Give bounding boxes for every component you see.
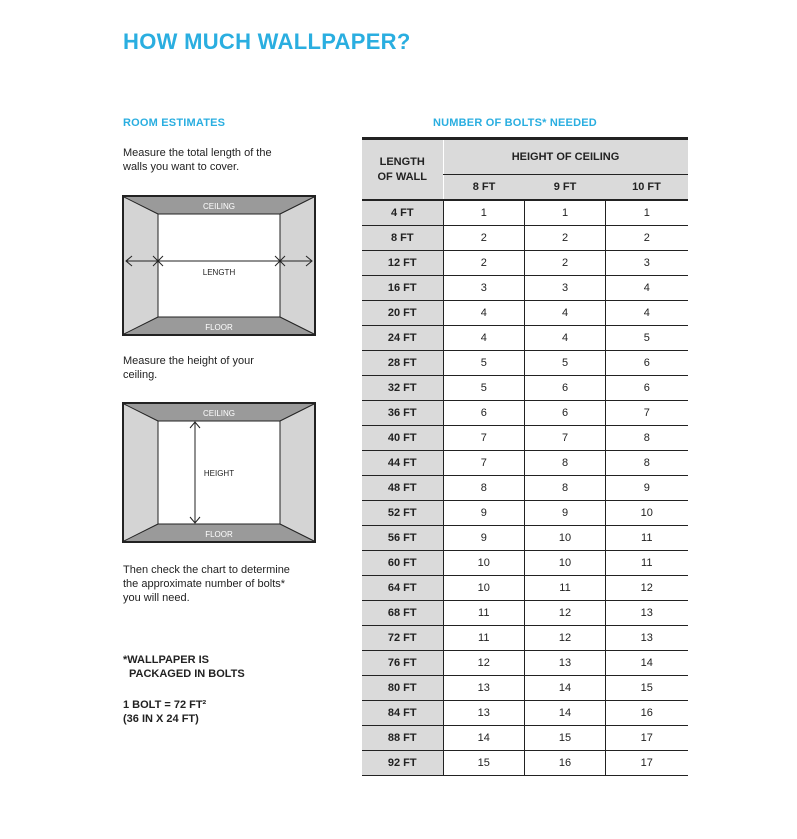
length-label: LENGTH — [202, 268, 236, 277]
wall-length-cell: 28 FT — [362, 351, 443, 376]
bolts-8ft-cell: 3 — [443, 276, 525, 301]
bolts-8ft-cell: 7 — [443, 426, 525, 451]
table-row — [362, 376, 688, 401]
bolts-10ft-cell: 4 — [606, 301, 688, 326]
wall-length-cell: 36 FT — [362, 401, 443, 426]
bolt-size-line-1: 1 BOLT = 72 FT² — [123, 699, 207, 711]
wall-length-cell: 12 FT — [362, 251, 443, 276]
table-row — [362, 576, 688, 601]
bolts-8ft-cell: 15 — [443, 751, 525, 776]
floor-label: FLOOR — [205, 323, 233, 332]
wall-length-cell: 32 FT — [362, 376, 443, 401]
table-row — [362, 451, 688, 476]
bolts-8ft-cell: 5 — [443, 376, 525, 401]
wall-length-cell: 52 FT — [362, 501, 443, 526]
bolts-9ft-cell: 4 — [525, 326, 606, 351]
bolts-10ft-cell: 12 — [606, 576, 688, 601]
bolts-8ft-cell: 6 — [443, 401, 525, 426]
table-row — [362, 726, 688, 751]
table-row — [362, 551, 688, 576]
bolts-8ft-cell: 13 — [443, 676, 525, 701]
wall-length-cell: 56 FT — [362, 526, 443, 551]
bolts-8ft-cell: 9 — [443, 501, 525, 526]
height-10ft-header: 10 FT — [606, 175, 688, 201]
wall-length-cell: 84 FT — [362, 701, 443, 726]
height-diagram — [122, 402, 316, 543]
page-title: HOW MUCH WALLPAPER? — [123, 29, 411, 54]
table-row — [362, 651, 688, 676]
table-row — [362, 501, 688, 526]
bolts-10ft-cell: 3 — [606, 251, 688, 276]
bolts-10ft-cell: 6 — [606, 351, 688, 376]
length-instruction: Measure the total length of the walls you want to cover. — [123, 147, 272, 173]
bolts-8ft-cell: 11 — [443, 626, 525, 651]
bolts-heading: NUMBER OF BOLTS* NEEDED — [433, 117, 597, 129]
bolts-8ft-cell: 13 — [443, 701, 525, 726]
height-label: HEIGHT — [203, 469, 235, 478]
bolts-9ft-cell: 5 — [525, 351, 606, 376]
chart-instruction: Then check the chart to determine the approximate number of bolts* you will need. — [123, 564, 290, 604]
wall-length-cell: 68 FT — [362, 601, 443, 626]
bolt-note-line-1: *WALLPAPER IS — [123, 654, 209, 666]
bolt-note-line-2: PACKAGED IN BOLTS — [129, 668, 245, 680]
bolts-9ft-cell: 8 — [525, 451, 606, 476]
table-row — [362, 276, 688, 301]
table-row — [362, 601, 688, 626]
height-8ft-header: 8 FT — [443, 175, 525, 201]
height-instruction: Measure the height of your ceiling. — [123, 355, 254, 381]
bolts-9ft-cell: 6 — [525, 376, 606, 401]
bolts-8ft-cell: 4 — [443, 301, 525, 326]
table-row — [362, 351, 688, 376]
table-row — [362, 626, 688, 651]
wall-length-cell: 80 FT — [362, 676, 443, 701]
bolts-9ft-cell: 1 — [525, 200, 606, 226]
bolts-10ft-cell: 13 — [606, 601, 688, 626]
bolts-8ft-cell: 1 — [443, 200, 525, 226]
bolts-8ft-cell: 9 — [443, 526, 525, 551]
wall-length-cell: 76 FT — [362, 651, 443, 676]
bolts-9ft-cell: 9 — [525, 501, 606, 526]
bolts-10ft-cell: 16 — [606, 701, 688, 726]
wall-length-cell: 8 FT — [362, 226, 443, 251]
bolts-table — [362, 137, 688, 776]
wall-length-cell: 4 FT — [362, 200, 443, 226]
bolt-size-line-2: (36 IN X 24 FT) — [123, 713, 199, 725]
bolts-9ft-cell: 14 — [525, 676, 606, 701]
table-row — [362, 701, 688, 726]
bolts-9ft-cell: 13 — [525, 651, 606, 676]
bolts-10ft-cell: 11 — [606, 526, 688, 551]
ceiling-label: CEILING — [202, 409, 236, 418]
height-9ft-header: 9 FT — [525, 175, 606, 201]
bolts-9ft-cell: 8 — [525, 476, 606, 501]
bolts-9ft-cell: 10 — [525, 551, 606, 576]
wall-length-cell: 92 FT — [362, 751, 443, 776]
table-row — [362, 476, 688, 501]
bolts-10ft-cell: 11 — [606, 551, 688, 576]
bolts-10ft-cell: 1 — [606, 200, 688, 226]
bolts-9ft-cell: 3 — [525, 276, 606, 301]
bolts-10ft-cell: 17 — [606, 726, 688, 751]
bolts-9ft-cell: 12 — [525, 601, 606, 626]
bolt-note — [123, 653, 245, 681]
bolts-9ft-cell: 16 — [525, 751, 606, 776]
bolts-10ft-cell: 2 — [606, 226, 688, 251]
table-row — [362, 301, 688, 326]
wall-length-cell: 20 FT — [362, 301, 443, 326]
wall-length-cell: 16 FT — [362, 276, 443, 301]
bolts-8ft-cell: 10 — [443, 551, 525, 576]
wall-length-cell: 48 FT — [362, 476, 443, 501]
bolts-9ft-cell: 4 — [525, 301, 606, 326]
bolts-10ft-cell: 9 — [606, 476, 688, 501]
bolts-10ft-cell: 5 — [606, 326, 688, 351]
bolts-8ft-cell: 2 — [443, 226, 525, 251]
bolts-8ft-cell: 4 — [443, 326, 525, 351]
table-row — [362, 226, 688, 251]
bolts-8ft-cell: 5 — [443, 351, 525, 376]
wall-length-cell: 44 FT — [362, 451, 443, 476]
table-row — [362, 426, 688, 451]
bolts-9ft-cell: 6 — [525, 401, 606, 426]
bolts-9ft-cell: 10 — [525, 526, 606, 551]
height-column-header: HEIGHT OF CEILING — [443, 139, 688, 175]
wall-length-cell: 88 FT — [362, 726, 443, 751]
wall-length-cell: 64 FT — [362, 576, 443, 601]
wall-length-cell: 72 FT — [362, 626, 443, 651]
table-row — [362, 251, 688, 276]
bolts-8ft-cell: 11 — [443, 601, 525, 626]
table-row — [362, 751, 688, 776]
bolts-10ft-cell: 10 — [606, 501, 688, 526]
table-row — [362, 526, 688, 551]
bolts-10ft-cell: 4 — [606, 276, 688, 301]
table-row — [362, 200, 688, 226]
bolts-9ft-cell: 7 — [525, 426, 606, 451]
bolts-8ft-cell: 12 — [443, 651, 525, 676]
wall-length-cell: 24 FT — [362, 326, 443, 351]
table-row — [362, 401, 688, 426]
table-row — [362, 676, 688, 701]
wall-length-cell: 60 FT — [362, 551, 443, 576]
bolts-9ft-cell: 15 — [525, 726, 606, 751]
bolts-9ft-cell: 14 — [525, 701, 606, 726]
bolts-10ft-cell: 17 — [606, 751, 688, 776]
length-column-header — [362, 139, 443, 201]
bolts-10ft-cell: 8 — [606, 451, 688, 476]
bolts-10ft-cell: 14 — [606, 651, 688, 676]
ceiling-label: CEILING — [202, 202, 236, 211]
bolts-10ft-cell: 13 — [606, 626, 688, 651]
length-diagram — [122, 195, 316, 336]
wall-length-cell: 40 FT — [362, 426, 443, 451]
bolts-8ft-cell: 14 — [443, 726, 525, 751]
length-header-line-1: LENGTH — [379, 155, 425, 168]
bolt-size-note — [123, 698, 206, 726]
bolts-9ft-cell: 12 — [525, 626, 606, 651]
room-estimates-heading: ROOM ESTIMATES — [123, 117, 226, 129]
floor-label: FLOOR — [205, 530, 233, 539]
bolts-8ft-cell: 2 — [443, 251, 525, 276]
bolts-9ft-cell: 2 — [525, 226, 606, 251]
bolts-table-body — [362, 200, 688, 776]
length-header-line-2: OF WALL — [377, 170, 427, 183]
bolts-8ft-cell: 10 — [443, 576, 525, 601]
table-row — [362, 326, 688, 351]
bolts-10ft-cell: 7 — [606, 401, 688, 426]
bolts-8ft-cell: 7 — [443, 451, 525, 476]
bolts-10ft-cell: 15 — [606, 676, 688, 701]
bolts-9ft-cell: 2 — [525, 251, 606, 276]
bolts-10ft-cell: 6 — [606, 376, 688, 401]
bolts-9ft-cell: 11 — [525, 576, 606, 601]
bolts-10ft-cell: 8 — [606, 426, 688, 451]
bolts-8ft-cell: 8 — [443, 476, 525, 501]
